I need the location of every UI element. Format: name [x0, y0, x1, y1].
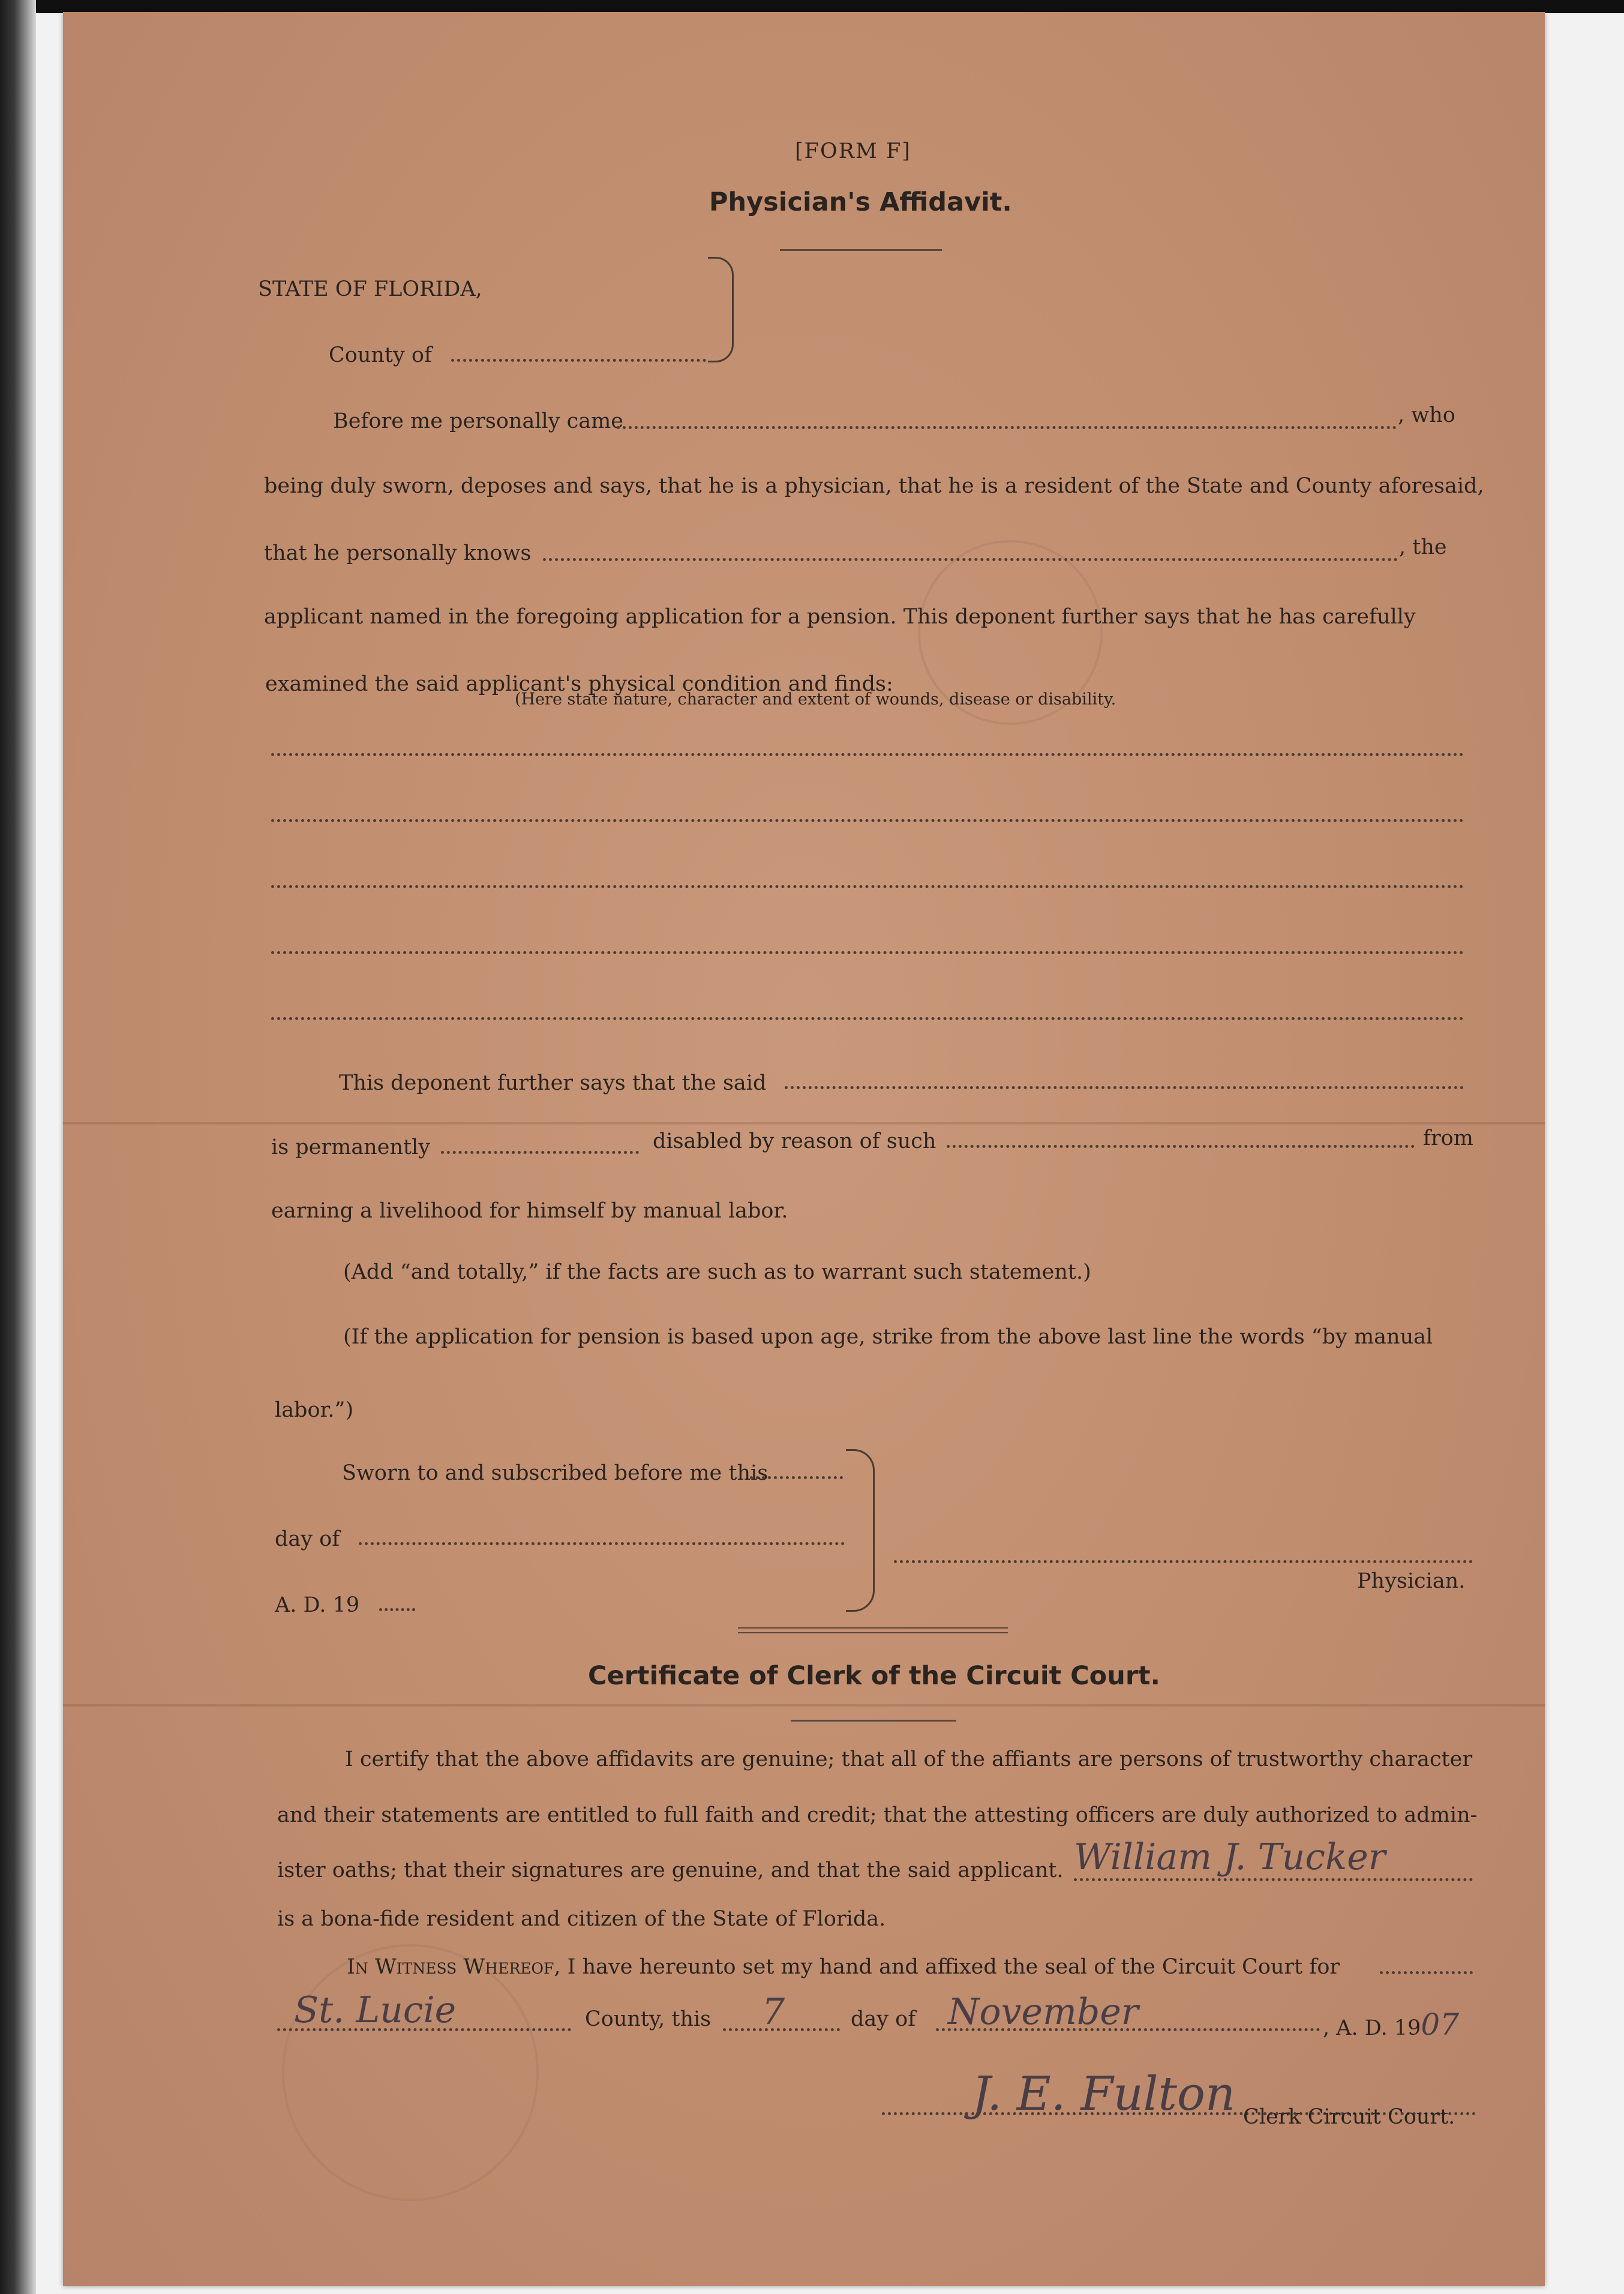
- physician-label: Physician.: [1357, 1569, 1466, 1593]
- ad-label: A. D. 19: [275, 1593, 360, 1617]
- note-age-end: labor.”): [275, 1398, 354, 1422]
- line-knows: that he personally knows: [264, 541, 532, 565]
- scan-border-left: [0, 0, 36, 2294]
- county-this-label: County, this: [585, 2007, 712, 2031]
- clerk-label: Clerk Circuit Court.: [1243, 2105, 1455, 2129]
- cert-line-1: I certify that the above affidavits are genuine; that all of the affiants are persons of trustworthy character: [345, 1747, 1473, 1771]
- permanently-blank: [441, 1151, 639, 1154]
- line-who: , who: [1398, 403, 1455, 427]
- line-permanently: is permanently: [271, 1135, 431, 1159]
- witness-blank: [1380, 1971, 1473, 1974]
- day-of-label: day of: [275, 1527, 340, 1551]
- county-name-handwritten: St. Lucie: [294, 1989, 457, 2031]
- line-further: This deponent further says that the said: [339, 1071, 767, 1095]
- cert-line-2: and their statements are entitled to full faith and credit; that the attesting officers are duly authorized to admin-: [277, 1803, 1478, 1827]
- line-examined: examined the said applicant's physical condition and finds:: [265, 672, 893, 696]
- knows-blank: [543, 558, 1398, 561]
- bracket: [708, 257, 734, 362]
- name-blank: [617, 426, 1397, 429]
- witness-lead: In Witness Whereof,: [347, 1955, 561, 1979]
- note-totally: (Add “and totally,” if the facts are such as to warrant such statement.): [343, 1260, 1091, 1284]
- day-of-label-cert: day of: [851, 2007, 916, 2031]
- sworn-bracket: [846, 1449, 875, 1612]
- disabled-blank: [947, 1145, 1415, 1148]
- day-of-blank: [359, 1542, 845, 1545]
- line-from: from: [1423, 1126, 1473, 1150]
- month-blank: [936, 2028, 1320, 2031]
- county-blank: [451, 359, 706, 362]
- year-lead: , A. D. 19: [1323, 2016, 1421, 2040]
- day-blank: [723, 2028, 840, 2031]
- applicant-name-handwritten: William J. Tucker: [1074, 1836, 1386, 1878]
- further-blank: [785, 1086, 1464, 1089]
- findings-line-3: [271, 885, 1464, 888]
- findings-line-4: [271, 951, 1464, 954]
- section-rule-top: [738, 1627, 1008, 1629]
- fold-line: [63, 1704, 1545, 1707]
- physician-signature-line: [894, 1560, 1473, 1563]
- applicant-blank: [1074, 1878, 1473, 1881]
- line-the: , the: [1399, 535, 1447, 559]
- ad-blank: [379, 1608, 415, 1611]
- witness-rest: I have hereunto set my hand and affixed the seal of the Circuit Court for: [567, 1955, 1340, 1979]
- sworn-line: Sworn to and subscribed before me this: [342, 1461, 769, 1485]
- note-state-nature: (Here state nature, character and extent of wounds, disease or disability.: [515, 690, 1116, 709]
- county-label: County of: [329, 343, 432, 367]
- certificate-title-rule: [791, 1720, 956, 1722]
- line-disabled: disabled by reason of such: [653, 1129, 936, 1153]
- page-title: Physician's Affidavit.: [709, 187, 1012, 217]
- line-applicant: applicant named in the foregoing application for a pension. This deponent further says that he has carefully: [264, 605, 1416, 629]
- note-age: (If the application for pension is based upon age, strike from the above last line the words “by manual: [343, 1325, 1433, 1349]
- county-name-blank: [277, 2028, 571, 2031]
- fold-line: [63, 1122, 1545, 1124]
- title-rule: [780, 249, 942, 251]
- state-label: STATE OF FLORIDA,: [258, 277, 482, 301]
- day-handwritten: 7: [762, 1991, 785, 2033]
- month-handwritten: November: [948, 1991, 1139, 2033]
- section-rule-bottom: [738, 1632, 1008, 1633]
- findings-line-5: [271, 1017, 1464, 1020]
- findings-line-2: [271, 819, 1464, 822]
- line-livelihood: earning a livelihood for himself by manual labor.: [271, 1199, 788, 1223]
- year-handwritten: 07: [1421, 2007, 1460, 2042]
- sworn-blank: [750, 1476, 843, 1479]
- court-seal-emboss: [282, 1944, 539, 2201]
- certificate-title: Certificate of Clerk of the Circuit Court.: [588, 1661, 1160, 1691]
- cert-line-3: ister oaths; that their signatures are genuine, and that the said applicant.: [277, 1858, 1064, 1882]
- cert-line-4: is a bona-fide resident and citizen of the State of Florida.: [277, 1907, 886, 1931]
- line-sworn: being duly sworn, deposes and says, that he is a physician, that he is a resident of the State and County aforesaid,: [264, 474, 1484, 498]
- clerk-signature: J. E. Fulton: [972, 2067, 1236, 2121]
- scan-border-top: [36, 0, 1624, 13]
- line-before-me: Before me personally came: [333, 409, 624, 433]
- form-header: [FORM F]: [795, 139, 911, 163]
- findings-line-1: [271, 753, 1464, 756]
